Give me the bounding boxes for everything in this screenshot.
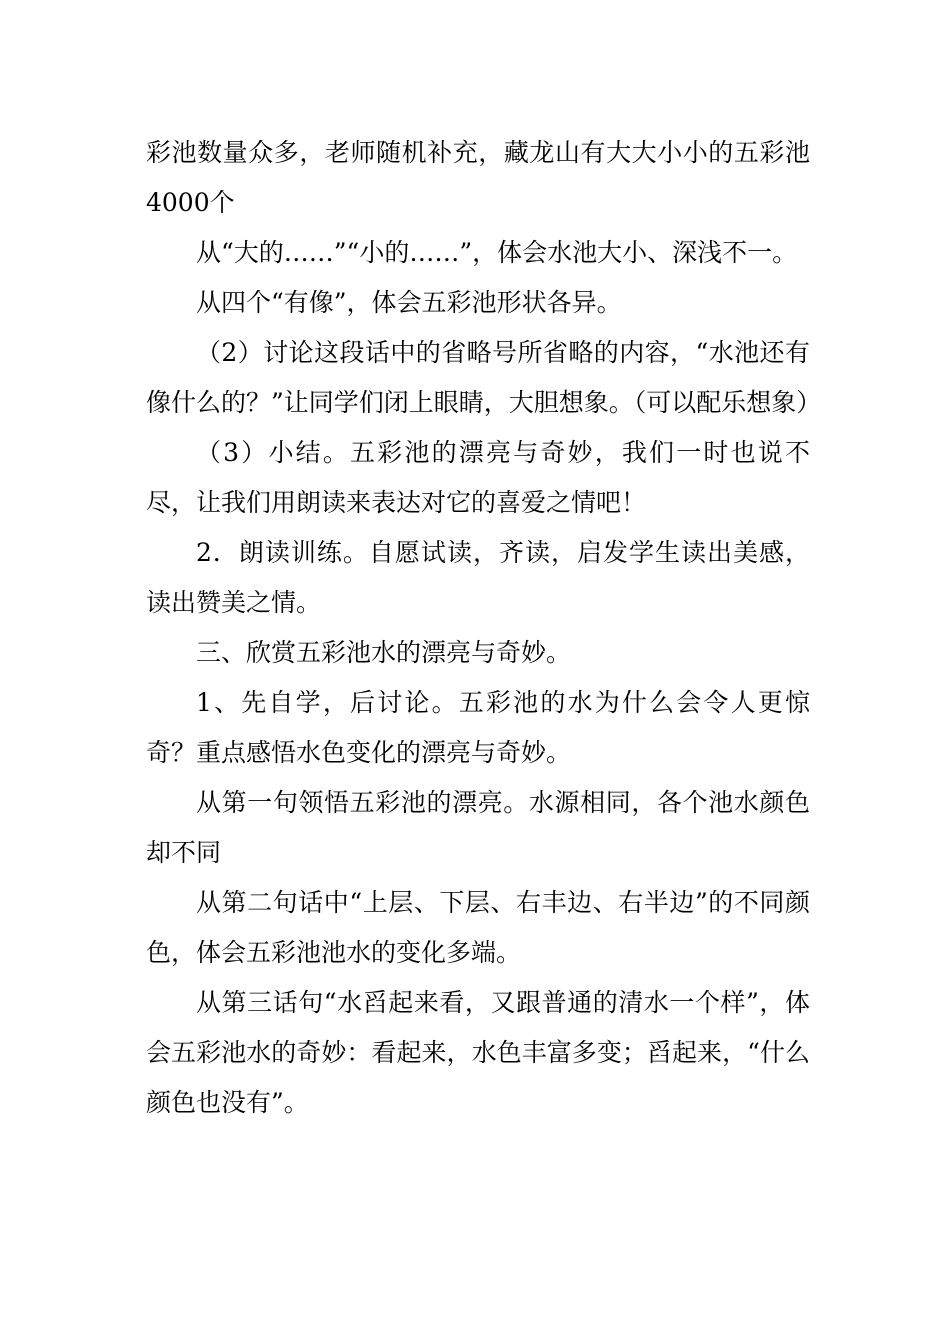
paragraph-11: 从第三话句“水舀起来看，又跟普通的清水一个样”，体会五彩池水的奇妙：看起来，水色丰富多变；舀起来，“什么颜色也没有”。 [146,988,810,1117]
paragraph-10: 从第二句话中“上层、下层、右丰边、右半边”的不同颜色，体会五彩池池水的变化多端。 [146,888,810,967]
paragraph-1: 彩池数量众多，老师随机补充，藏龙山有大大小小的五彩池4000个 [146,138,810,217]
paragraph-2: 从“大的……”“小的……”，体会水池大小、深浅不一。 [196,238,798,267]
paragraph-9: 从第一句领悟五彩池的漂亮。水源相同，各个池水颜色却不同 [146,788,810,867]
paragraph-8: 1、先自学，后讨论。五彩池的水为什么会令人更惊奇？重点感悟水色变化的漂亮与奇妙。 [146,688,810,767]
paragraph-7: 三、欣赏五彩池水的漂亮与奇妙。 [196,638,572,667]
paragraph-4: （2）讨论这段话中的省略号所省略的内容，“水池还有像什么的？”让同学们闭上眼睛，大胆想象。（可以配乐想象） [146,338,822,417]
paragraph-3: 从四个“有像”，体会五彩池形状各异。 [196,288,622,317]
paragraph-5: （3）小结。五彩池的漂亮与奇妙，我们一时也说不尽，让我们用朗读来表达对它的喜爱之情吧！ [146,438,810,517]
paragraph-6: 2．朗读训练。自愿试读，齐读，启发学生读出美感，读出赞美之情。 [146,538,810,617]
document-body [146,128,822,1128]
